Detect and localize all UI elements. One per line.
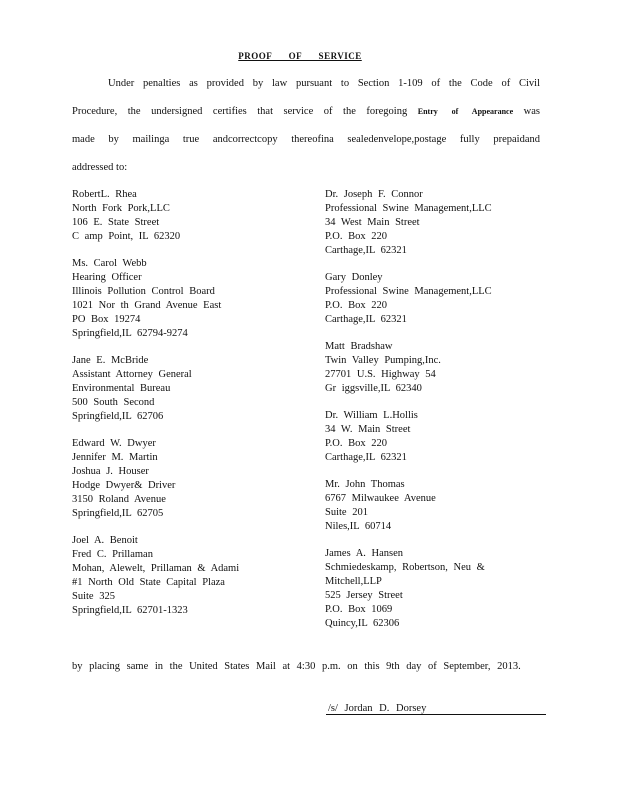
address-line: P.O. Box 1069	[325, 604, 393, 615]
address-line: Springfield,IL 62794-9274	[72, 328, 188, 339]
intro-line-4: addressed to:	[72, 162, 128, 173]
address-block	[325, 409, 540, 465]
intro-paragraph	[72, 70, 540, 182]
address-line: Jane E. McBride	[72, 355, 149, 366]
address-line: Dr. William L.Hollis	[325, 410, 418, 421]
address-line: Mohan, Alewelt, Prillaman & Adami	[72, 563, 240, 574]
address-line: Carthage,IL 62321	[325, 314, 407, 325]
address-line: 6767 Milwaukee Avenue	[325, 493, 436, 504]
address-line: Gr iggsville,IL 62340	[325, 383, 422, 394]
intro-line-2-text: Procedure, the undersigned certifies that service of the foregoing	[72, 106, 408, 117]
address-line: Matt Bradshaw	[325, 341, 393, 352]
address-line: Hearing Officer	[72, 272, 142, 283]
address-block	[325, 271, 540, 327]
address-line: 525 Jersey Street	[325, 590, 403, 601]
address-block	[72, 354, 292, 424]
address-line: RobertL. Rhea	[72, 189, 137, 200]
address-block	[325, 478, 540, 534]
address-line: Environmental Bureau	[72, 383, 171, 394]
address-line: PO Box 19274	[72, 314, 141, 325]
address-line: 1021 Nor th Grand Avenue East	[72, 300, 222, 311]
title-text: PROOF OF SERVICE	[238, 51, 362, 61]
address-line: Edward W. Dwyer	[72, 438, 156, 449]
address-line: Hodge Dwyer& Driver	[72, 480, 176, 491]
intro-line-1: Under penalties as provided by law pursuant to Section 1-109 of the Code of Civil	[108, 78, 540, 89]
intro-line-3: made by mailinga true andcorrectcopy thereofina sealedenvelope,postage fully prepaidand	[72, 134, 540, 145]
address-line: Carthage,IL 62321	[325, 452, 407, 463]
signature-line: /s/ Jordan D. Dorsey	[326, 703, 546, 715]
address-line: Springfield,IL 62701-1323	[72, 605, 188, 616]
address-line: Assistant Attorney General	[72, 369, 192, 380]
address-line: Jennifer M. Martin	[72, 452, 158, 463]
address-line: 3150 Roland Avenue	[72, 494, 166, 505]
address-line: 106 E. State Street	[72, 217, 160, 228]
address-block	[72, 437, 292, 521]
address-line: Joel A. Benoit	[72, 535, 138, 546]
address-line: Professional Swine Management,LLC	[325, 203, 492, 214]
address-line: Suite 201	[325, 507, 368, 518]
intro-line-2	[72, 98, 540, 126]
address-block	[72, 534, 292, 618]
address-line: P.O. Box 220	[325, 231, 388, 242]
address-line: 34 West Main Street	[325, 217, 420, 228]
address-line: Mitchell,LLP	[325, 576, 382, 587]
closing-statement: by placing same in the United States Mail at 4:30 p.m. on this 9th day of September, 2013.	[72, 661, 521, 672]
address-line: 500 South Second	[72, 397, 155, 408]
address-block	[72, 257, 292, 341]
address-line: Ms. Carol Webb	[72, 258, 147, 269]
address-line: Springfield,IL 62706	[72, 411, 164, 422]
intro-line-2-end: was	[523, 106, 540, 117]
address-line: #1 North Old State Capital Plaza	[72, 577, 225, 588]
right-address-column	[325, 188, 540, 644]
address-line: Springfield,IL 62705	[72, 508, 164, 519]
address-line: 27701 U.S. Highway 54	[325, 369, 436, 380]
address-line: Professional Swine Management,LLC	[325, 286, 492, 297]
address-block	[325, 340, 540, 396]
document-name: Entry of Appearance	[417, 107, 514, 116]
address-line: Twin Valley Pumping,Inc.	[325, 355, 441, 366]
address-line: Carthage,IL 62321	[325, 245, 407, 256]
address-line: Suite 325	[72, 591, 115, 602]
address-line: Dr. Joseph F. Connor	[325, 189, 423, 200]
address-line: Illinois Pollution Control Board	[72, 286, 215, 297]
document-title	[0, 51, 618, 61]
address-line: Quincy,IL 62306	[325, 618, 400, 629]
address-line: P.O. Box 220	[325, 300, 388, 311]
address-line: Fred C. Prillaman	[72, 549, 153, 560]
address-line: Schmiedeskamp, Robertson, Neu &	[325, 562, 485, 573]
address-line: Gary Donley	[325, 272, 383, 283]
address-line: C amp Point, IL 62320	[72, 231, 181, 242]
address-line: Niles,IL 60714	[325, 521, 392, 532]
address-block	[325, 188, 540, 258]
address-line: Mr. John Thomas	[325, 479, 405, 490]
address-block	[72, 188, 292, 244]
address-block	[325, 547, 540, 631]
address-line: James A. Hansen	[325, 548, 404, 559]
address-line: North Fork Pork,LLC	[72, 203, 170, 214]
address-line: 34 W. Main Street	[325, 424, 411, 435]
address-line: P.O. Box 220	[325, 438, 388, 449]
left-address-column	[72, 188, 292, 631]
address-line: Joshua J. Houser	[72, 466, 149, 477]
